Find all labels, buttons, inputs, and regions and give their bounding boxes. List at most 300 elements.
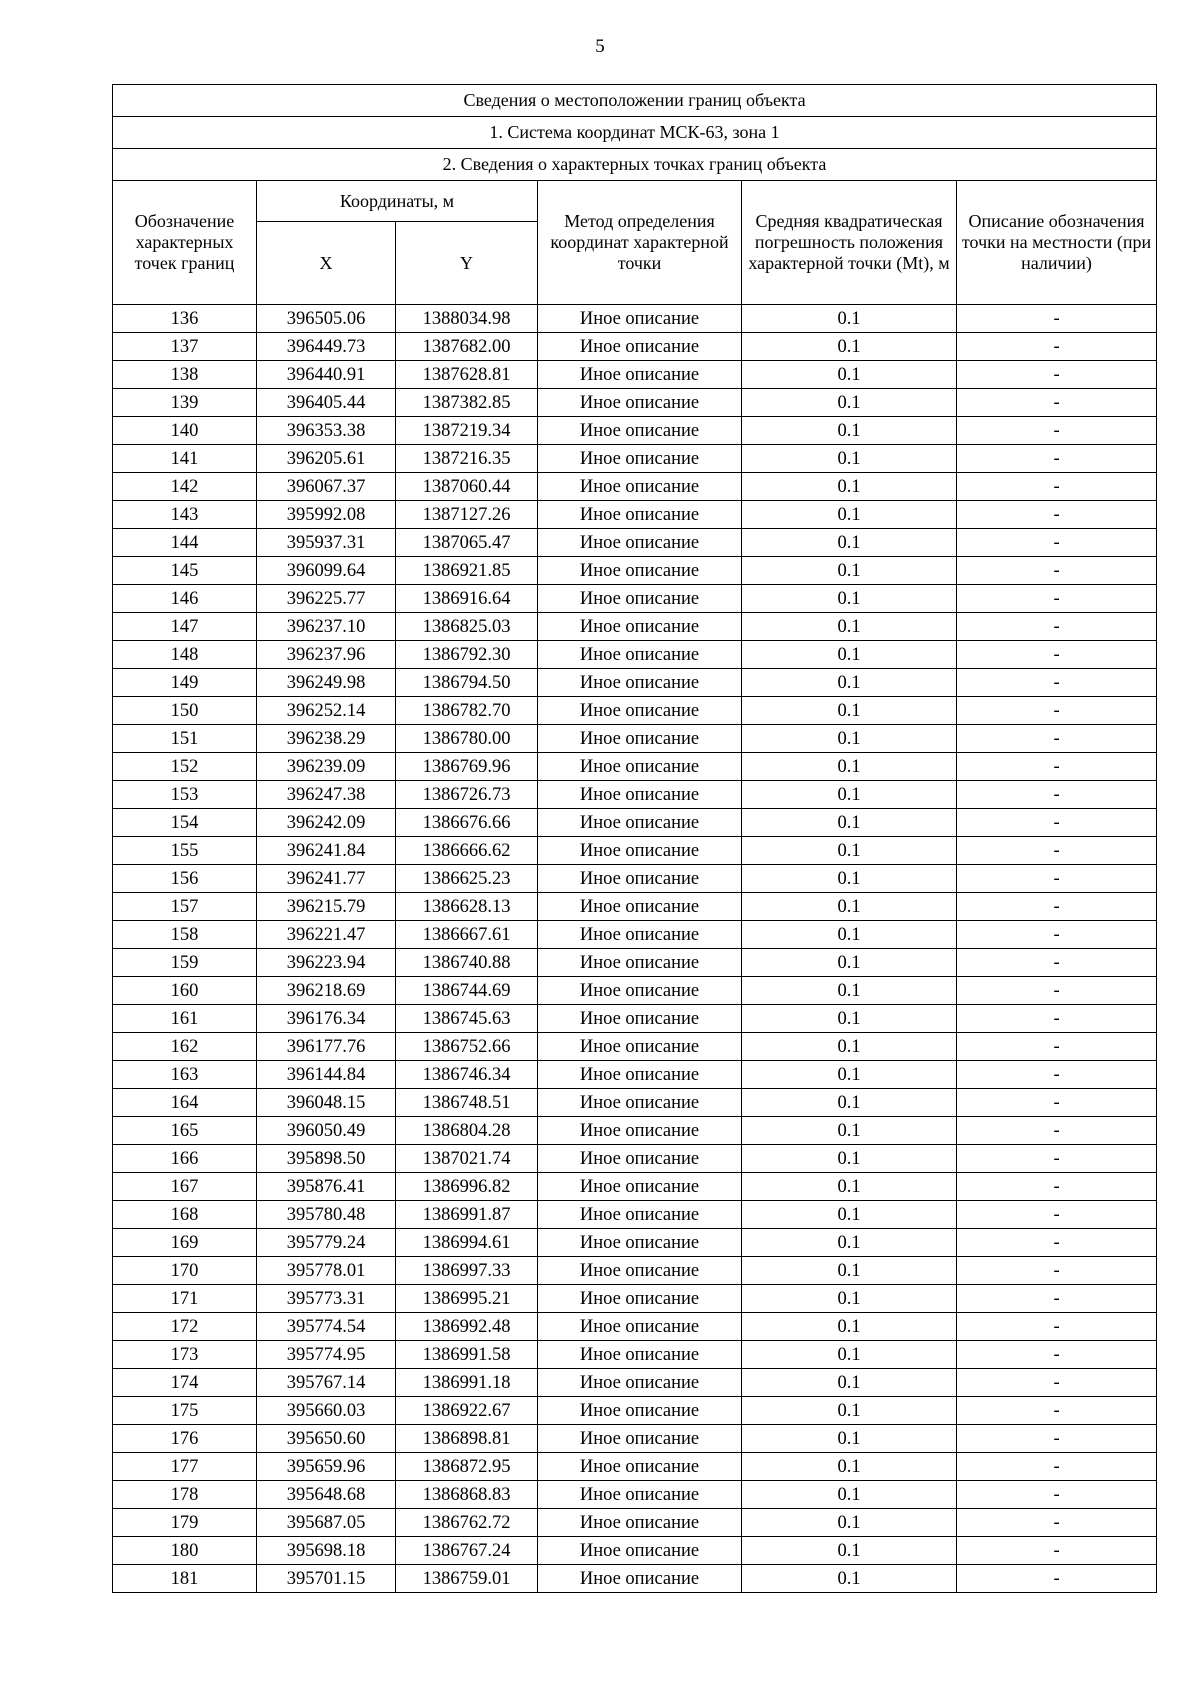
point-number-cell: 164	[113, 1089, 257, 1117]
points-title: 2. Сведения о характерных точках границ объекта	[113, 149, 1157, 181]
table-row	[113, 949, 1157, 977]
accuracy-cell: 0.1	[742, 781, 957, 809]
coord-y-cell: 1386804.28	[396, 1117, 538, 1145]
accuracy-cell: 0.1	[742, 1397, 957, 1425]
table-row	[113, 697, 1157, 725]
accuracy-cell: 0.1	[742, 865, 957, 893]
accuracy-cell: 0.1	[742, 1145, 957, 1173]
table-row	[113, 333, 1157, 361]
table-row	[113, 1005, 1157, 1033]
accuracy-cell: 0.1	[742, 473, 957, 501]
section-title: Сведения о местоположении границ объекта	[113, 85, 1157, 117]
description-cell: -	[957, 1285, 1157, 1313]
coord-x-cell: 396405.44	[257, 389, 396, 417]
method-cell: Иное описание	[538, 865, 742, 893]
point-number-cell: 181	[113, 1565, 257, 1593]
coord-y-cell: 1387216.35	[396, 445, 538, 473]
coord-x-cell: 396242.09	[257, 809, 396, 837]
description-cell: -	[957, 1341, 1157, 1369]
table-row	[113, 1537, 1157, 1565]
table-row	[113, 1313, 1157, 1341]
table-row	[113, 305, 1157, 333]
coord-x-cell: 395698.18	[257, 1537, 396, 1565]
coord-y-cell: 1386991.87	[396, 1201, 538, 1229]
table-row	[113, 389, 1157, 417]
point-number-cell: 145	[113, 557, 257, 585]
point-number-cell: 139	[113, 389, 257, 417]
method-cell: Иное описание	[538, 557, 742, 585]
coord-x-cell: 396099.64	[257, 557, 396, 585]
table-row	[113, 1145, 1157, 1173]
point-number-cell: 141	[113, 445, 257, 473]
point-number-cell: 159	[113, 949, 257, 977]
description-cell: -	[957, 865, 1157, 893]
method-cell: Иное описание	[538, 921, 742, 949]
coord-y-cell: 1386922.67	[396, 1397, 538, 1425]
accuracy-cell: 0.1	[742, 1089, 957, 1117]
coord-y-cell: 1386996.82	[396, 1173, 538, 1201]
method-cell: Иное описание	[538, 585, 742, 613]
table-row	[113, 1509, 1157, 1537]
coord-y-cell: 1386769.96	[396, 753, 538, 781]
coord-y-cell: 1386991.58	[396, 1341, 538, 1369]
description-cell: -	[957, 725, 1157, 753]
method-cell: Иное описание	[538, 1089, 742, 1117]
method-cell: Иное описание	[538, 669, 742, 697]
description-cell: -	[957, 473, 1157, 501]
coord-x-cell: 396239.09	[257, 753, 396, 781]
method-cell: Иное описание	[538, 725, 742, 753]
description-cell: -	[957, 641, 1157, 669]
method-cell: Иное описание	[538, 501, 742, 529]
coord-y-cell: 1386726.73	[396, 781, 538, 809]
coord-x-cell: 395660.03	[257, 1397, 396, 1425]
coord-y-cell: 1386666.62	[396, 837, 538, 865]
method-cell: Иное описание	[538, 1453, 742, 1481]
coord-y-cell: 1386625.23	[396, 865, 538, 893]
method-cell: Иное описание	[538, 1285, 742, 1313]
accuracy-cell: 0.1	[742, 921, 957, 949]
point-number-cell: 173	[113, 1341, 257, 1369]
coordinate-system: 1. Система координат МСК-63, зона 1	[113, 117, 1157, 149]
boundary-points-table	[112, 84, 1157, 1593]
method-cell: Иное описание	[538, 1061, 742, 1089]
description-cell: -	[957, 445, 1157, 473]
point-number-cell: 144	[113, 529, 257, 557]
accuracy-cell: 0.1	[742, 1061, 957, 1089]
table-row	[113, 445, 1157, 473]
coord-y-cell: 1386782.70	[396, 697, 538, 725]
description-cell: -	[957, 669, 1157, 697]
method-cell: Иное описание	[538, 893, 742, 921]
coord-y-cell: 1386825.03	[396, 613, 538, 641]
coord-y-cell: 1386762.72	[396, 1509, 538, 1537]
header-y: Y	[396, 222, 538, 305]
description-cell: -	[957, 613, 1157, 641]
table-row	[113, 1257, 1157, 1285]
method-cell: Иное описание	[538, 977, 742, 1005]
method-cell: Иное описание	[538, 417, 742, 445]
accuracy-cell: 0.1	[742, 1201, 957, 1229]
accuracy-cell: 0.1	[742, 305, 957, 333]
description-cell: -	[957, 1397, 1157, 1425]
description-cell: -	[957, 1089, 1157, 1117]
coord-y-cell: 1387682.00	[396, 333, 538, 361]
point-number-cell: 177	[113, 1453, 257, 1481]
accuracy-cell: 0.1	[742, 1481, 957, 1509]
description-cell: -	[957, 417, 1157, 445]
coord-x-cell: 396241.77	[257, 865, 396, 893]
table-row	[113, 417, 1157, 445]
coord-y-cell: 1386794.50	[396, 669, 538, 697]
point-number-cell: 167	[113, 1173, 257, 1201]
description-cell: -	[957, 781, 1157, 809]
point-number-cell: 166	[113, 1145, 257, 1173]
description-cell: -	[957, 697, 1157, 725]
method-cell: Иное описание	[538, 1425, 742, 1453]
description-cell: -	[957, 1061, 1157, 1089]
point-number-cell: 146	[113, 585, 257, 613]
table-row	[113, 1341, 1157, 1369]
table-row	[113, 1397, 1157, 1425]
coord-x-cell: 395650.60	[257, 1425, 396, 1453]
coord-y-cell: 1387382.85	[396, 389, 538, 417]
table-row	[113, 613, 1157, 641]
table-row	[113, 1089, 1157, 1117]
method-cell: Иное описание	[538, 809, 742, 837]
accuracy-cell: 0.1	[742, 1509, 957, 1537]
table-row	[113, 1173, 1157, 1201]
description-cell: -	[957, 501, 1157, 529]
description-cell: -	[957, 529, 1157, 557]
method-cell: Иное описание	[538, 613, 742, 641]
method-cell: Иное описание	[538, 1033, 742, 1061]
table-body	[113, 305, 1157, 1593]
coord-x-cell: 396237.96	[257, 641, 396, 669]
method-cell: Иное описание	[538, 781, 742, 809]
coord-x-cell: 395779.24	[257, 1229, 396, 1257]
coord-y-cell: 1386748.51	[396, 1089, 538, 1117]
point-number-cell: 176	[113, 1425, 257, 1453]
header-method: Метод определения координат характерной точки	[538, 181, 742, 305]
coord-x-cell: 395687.05	[257, 1509, 396, 1537]
description-cell: -	[957, 921, 1157, 949]
accuracy-cell: 0.1	[742, 389, 957, 417]
point-number-cell: 155	[113, 837, 257, 865]
method-cell: Иное описание	[538, 305, 742, 333]
method-cell: Иное описание	[538, 473, 742, 501]
accuracy-cell: 0.1	[742, 445, 957, 473]
coord-y-cell: 1386759.01	[396, 1565, 538, 1593]
accuracy-cell: 0.1	[742, 669, 957, 697]
description-cell: -	[957, 1173, 1157, 1201]
table-row	[113, 809, 1157, 837]
accuracy-cell: 0.1	[742, 585, 957, 613]
coord-x-cell: 395992.08	[257, 501, 396, 529]
coord-y-cell: 1386992.48	[396, 1313, 538, 1341]
method-cell: Иное описание	[538, 1117, 742, 1145]
accuracy-cell: 0.1	[742, 1313, 957, 1341]
table-row	[113, 1201, 1157, 1229]
coord-x-cell: 396205.61	[257, 445, 396, 473]
accuracy-cell: 0.1	[742, 1369, 957, 1397]
method-cell: Иное описание	[538, 1369, 742, 1397]
method-cell: Иное описание	[538, 389, 742, 417]
accuracy-cell: 0.1	[742, 1537, 957, 1565]
coord-x-cell: 396177.76	[257, 1033, 396, 1061]
accuracy-cell: 0.1	[742, 417, 957, 445]
table-row	[113, 1565, 1157, 1593]
accuracy-cell: 0.1	[742, 1173, 957, 1201]
table-row	[113, 1285, 1157, 1313]
accuracy-cell: 0.1	[742, 1453, 957, 1481]
method-cell: Иное описание	[538, 753, 742, 781]
table-row	[113, 641, 1157, 669]
accuracy-cell: 0.1	[742, 949, 957, 977]
point-number-cell: 156	[113, 865, 257, 893]
coord-y-cell: 1387060.44	[396, 473, 538, 501]
header-description: Описание обозначения точки на местности (при наличии)	[957, 181, 1157, 305]
point-number-cell: 165	[113, 1117, 257, 1145]
coord-x-cell: 395659.96	[257, 1453, 396, 1481]
coord-x-cell: 395774.95	[257, 1341, 396, 1369]
table-row	[113, 1481, 1157, 1509]
coord-y-cell: 1386898.81	[396, 1425, 538, 1453]
point-number-cell: 170	[113, 1257, 257, 1285]
accuracy-cell: 0.1	[742, 501, 957, 529]
table-row	[113, 529, 1157, 557]
coord-x-cell: 396144.84	[257, 1061, 396, 1089]
description-cell: -	[957, 1145, 1157, 1173]
point-number-cell: 163	[113, 1061, 257, 1089]
accuracy-cell: 0.1	[742, 1341, 957, 1369]
accuracy-cell: 0.1	[742, 361, 957, 389]
coord-x-cell: 396252.14	[257, 697, 396, 725]
coord-y-cell: 1386868.83	[396, 1481, 538, 1509]
coord-x-cell: 395876.41	[257, 1173, 396, 1201]
description-cell: -	[957, 1117, 1157, 1145]
coord-x-cell: 396176.34	[257, 1005, 396, 1033]
method-cell: Иное описание	[538, 1005, 742, 1033]
table-row	[113, 893, 1157, 921]
coord-x-cell: 396249.98	[257, 669, 396, 697]
description-cell: -	[957, 333, 1157, 361]
method-cell: Иное описание	[538, 361, 742, 389]
coord-x-cell: 395701.15	[257, 1565, 396, 1593]
coord-x-cell: 395937.31	[257, 529, 396, 557]
point-number-cell: 174	[113, 1369, 257, 1397]
method-cell: Иное описание	[538, 1397, 742, 1425]
coord-y-cell: 1388034.98	[396, 305, 538, 333]
table-row	[113, 865, 1157, 893]
point-number-cell: 151	[113, 725, 257, 753]
method-cell: Иное описание	[538, 1509, 742, 1537]
coord-x-cell: 395780.48	[257, 1201, 396, 1229]
coord-y-cell: 1387628.81	[396, 361, 538, 389]
coord-x-cell: 396241.84	[257, 837, 396, 865]
table-row	[113, 837, 1157, 865]
point-number-cell: 172	[113, 1313, 257, 1341]
description-cell: -	[957, 361, 1157, 389]
table-row	[113, 1425, 1157, 1453]
table-row	[113, 781, 1157, 809]
table-row	[113, 473, 1157, 501]
coord-y-cell: 1386628.13	[396, 893, 538, 921]
description-cell: -	[957, 1313, 1157, 1341]
coord-y-cell: 1387021.74	[396, 1145, 538, 1173]
coord-y-cell: 1387065.47	[396, 529, 538, 557]
coord-y-cell: 1387127.26	[396, 501, 538, 529]
point-number-cell: 158	[113, 921, 257, 949]
method-cell: Иное описание	[538, 1229, 742, 1257]
point-number-cell: 154	[113, 809, 257, 837]
method-cell: Иное описание	[538, 641, 742, 669]
description-cell: -	[957, 1201, 1157, 1229]
coord-x-cell: 396050.49	[257, 1117, 396, 1145]
table-row	[113, 1229, 1157, 1257]
coord-y-cell: 1386780.00	[396, 725, 538, 753]
description-cell: -	[957, 1229, 1157, 1257]
header-coordinates: Координаты, м	[257, 181, 538, 222]
accuracy-cell: 0.1	[742, 1033, 957, 1061]
description-cell: -	[957, 585, 1157, 613]
accuracy-cell: 0.1	[742, 1229, 957, 1257]
description-cell: -	[957, 893, 1157, 921]
description-cell: -	[957, 1033, 1157, 1061]
accuracy-cell: 0.1	[742, 613, 957, 641]
point-number-cell: 171	[113, 1285, 257, 1313]
coord-y-cell: 1386995.21	[396, 1285, 538, 1313]
coord-x-cell: 396221.47	[257, 921, 396, 949]
point-number-cell: 162	[113, 1033, 257, 1061]
point-number-cell: 136	[113, 305, 257, 333]
method-cell: Иное описание	[538, 1481, 742, 1509]
description-cell: -	[957, 1257, 1157, 1285]
method-cell: Иное описание	[538, 1313, 742, 1341]
method-cell: Иное описание	[538, 1341, 742, 1369]
accuracy-cell: 0.1	[742, 725, 957, 753]
description-cell: -	[957, 305, 1157, 333]
description-cell: -	[957, 809, 1157, 837]
description-cell: -	[957, 837, 1157, 865]
description-cell: -	[957, 1481, 1157, 1509]
coord-x-cell: 396247.38	[257, 781, 396, 809]
method-cell: Иное описание	[538, 1537, 742, 1565]
coord-y-cell: 1386997.33	[396, 1257, 538, 1285]
table-row	[113, 725, 1157, 753]
coord-y-cell: 1386746.34	[396, 1061, 538, 1089]
table-row	[113, 557, 1157, 585]
point-number-cell: 175	[113, 1397, 257, 1425]
point-number-cell: 160	[113, 977, 257, 1005]
coord-x-cell: 395648.68	[257, 1481, 396, 1509]
method-cell: Иное описание	[538, 1257, 742, 1285]
description-cell: -	[957, 977, 1157, 1005]
point-number-cell: 157	[113, 893, 257, 921]
method-cell: Иное описание	[538, 1173, 742, 1201]
method-cell: Иное описание	[538, 333, 742, 361]
coord-y-cell: 1386667.61	[396, 921, 538, 949]
point-number-cell: 140	[113, 417, 257, 445]
accuracy-cell: 0.1	[742, 1117, 957, 1145]
point-number-cell: 179	[113, 1509, 257, 1537]
coord-x-cell: 396353.38	[257, 417, 396, 445]
coord-x-cell: 395774.54	[257, 1313, 396, 1341]
accuracy-cell: 0.1	[742, 753, 957, 781]
description-cell: -	[957, 557, 1157, 585]
header-designation: Обозначение характерных точек границ	[113, 181, 257, 305]
table-row	[113, 1033, 1157, 1061]
point-number-cell: 142	[113, 473, 257, 501]
method-cell: Иное описание	[538, 529, 742, 557]
table-row	[113, 1369, 1157, 1397]
coord-y-cell: 1386872.95	[396, 1453, 538, 1481]
table-row	[113, 1117, 1157, 1145]
accuracy-cell: 0.1	[742, 1005, 957, 1033]
coord-x-cell: 396505.06	[257, 305, 396, 333]
coord-y-cell: 1386792.30	[396, 641, 538, 669]
coord-x-cell: 395898.50	[257, 1145, 396, 1173]
accuracy-cell: 0.1	[742, 641, 957, 669]
point-number-cell: 153	[113, 781, 257, 809]
coord-x-cell: 396223.94	[257, 949, 396, 977]
coord-y-cell: 1387219.34	[396, 417, 538, 445]
accuracy-cell: 0.1	[742, 697, 957, 725]
point-number-cell: 147	[113, 613, 257, 641]
method-cell: Иное описание	[538, 949, 742, 977]
description-cell: -	[957, 1005, 1157, 1033]
description-cell: -	[957, 1453, 1157, 1481]
point-number-cell: 152	[113, 753, 257, 781]
table-row	[113, 585, 1157, 613]
table-row	[113, 501, 1157, 529]
point-number-cell: 161	[113, 1005, 257, 1033]
description-cell: -	[957, 389, 1157, 417]
coord-x-cell: 396237.10	[257, 613, 396, 641]
header-x: X	[257, 222, 396, 305]
point-number-cell: 178	[113, 1481, 257, 1509]
accuracy-cell: 0.1	[742, 977, 957, 1005]
method-cell: Иное описание	[538, 697, 742, 725]
coord-y-cell: 1386740.88	[396, 949, 538, 977]
accuracy-cell: 0.1	[742, 557, 957, 585]
coord-x-cell: 396225.77	[257, 585, 396, 613]
coord-y-cell: 1386767.24	[396, 1537, 538, 1565]
method-cell: Иное описание	[538, 1145, 742, 1173]
page-number: 5	[595, 36, 605, 57]
accuracy-cell: 0.1	[742, 1285, 957, 1313]
coord-x-cell: 395767.14	[257, 1369, 396, 1397]
method-cell: Иное описание	[538, 837, 742, 865]
table-row	[113, 921, 1157, 949]
coord-x-cell: 396215.79	[257, 893, 396, 921]
point-number-cell: 149	[113, 669, 257, 697]
point-number-cell: 150	[113, 697, 257, 725]
description-cell: -	[957, 1565, 1157, 1593]
accuracy-cell: 0.1	[742, 837, 957, 865]
coord-y-cell: 1386921.85	[396, 557, 538, 585]
method-cell: Иное описание	[538, 1565, 742, 1593]
coord-x-cell: 396218.69	[257, 977, 396, 1005]
coord-x-cell: 396238.29	[257, 725, 396, 753]
accuracy-cell: 0.1	[742, 333, 957, 361]
table-row	[113, 977, 1157, 1005]
description-cell: -	[957, 949, 1157, 977]
accuracy-cell: 0.1	[742, 529, 957, 557]
point-number-cell: 180	[113, 1537, 257, 1565]
description-cell: -	[957, 1369, 1157, 1397]
coord-x-cell: 396449.73	[257, 333, 396, 361]
